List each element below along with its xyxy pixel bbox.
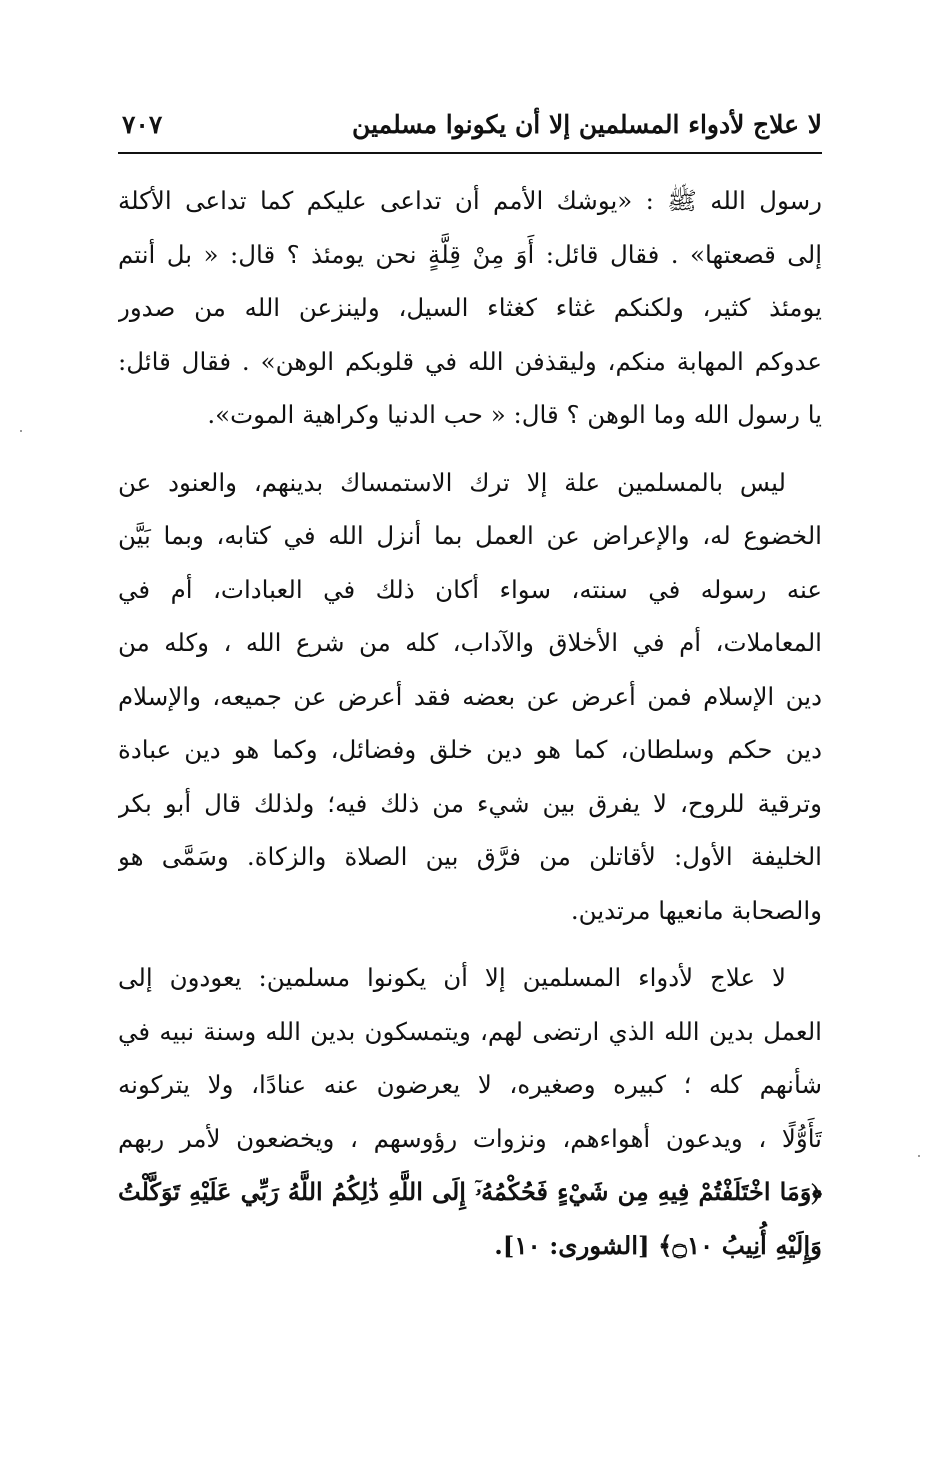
text-line: العمل بدين الله الذي ارتضى لهم، ويتمسكون بدين الله وسنة نبيه في [118,1016,822,1046]
scan-speck [918,1155,920,1157]
text-line: وترقية للروح، لا يفرق بين شيء من ذلك فيه؛ ولذلك قال أبو بكر [118,788,822,818]
text-line: دين حكم وسلطان، كما هو دين خلق وفضائل، وكما هو دين عبادة [118,735,822,764]
text-line: شأنهم كله ؛ كبيره وصغيره، لا يعرضون عنه عنادًا، ولا يتركونه [118,1070,822,1099]
page-number: ٧٠٧ [122,110,163,139]
text-line: ليس بالمسلمين علة إلا ترك الاستمساك بدينهم، والعنود عن [118,467,786,497]
page-header [118,100,822,154]
paragraph-ailment [118,456,822,938]
text-line: والصحابة مانعيها مرتدين. [570,895,822,925]
body-text [118,174,822,1272]
text-line: دين الإسلام فمن أعرض عن بعضه فقد أعرض عن جميعه، والإسلام [118,681,822,711]
text-line: يومئذ كثير، ولكنكم غثاء كغثاء السيل، ولينزعن الله من صدور [118,293,822,322]
paragraph-hadith [118,174,822,442]
text-line: إلى قصعتها» . فقال قائل: أَوَ مِنْ قِلَّةٍ نحن يومئذ ؟ قال: « بل أنتم [118,239,822,269]
quran-verse-line: ﴿وَمَا اخْتَلَفْتُمْ فِيهِ مِن شَيْءٍ فَحُكْمُهُۥٓ إِلَى اللَّهِ ذَٰلِكُمُ اللَّهُ رَبِّي عَلَيْهِ تَوَكَّلْتُ [118,1177,822,1206]
text-line: تَأَوُّلًا ، ويدعون أهواءهم، ونزوات رؤوسهم ، ويخضعون لأمر ربهم [118,1123,822,1153]
text-line: رسول الله ﷺ : «يوشك الأمم أن تداعى عليكم كما تداعى الأكلة [118,186,822,215]
text-line: المعاملات، أم في الأخلاق والآداب، كله من شرع الله ، وكله من [118,628,822,657]
running-title: لا علاج لأدواء المسلمين إلا أن يكونوا مسلمين [352,110,822,139]
paragraph-remedy [118,951,822,1272]
text-line: لا علاج لأدواء المسلمين إلا أن يكونوا مسلمين: يعودون إلى [118,963,786,992]
text-line: عنه رسوله في سنته، سواء أكان ذلك في العبادات، أم في [118,574,822,604]
quran-verse-line: وَإِلَيْهِ أُنِيبُ ۝١٠﴾ [الشورى: ١٠]. [494,1230,822,1260]
scan-speck [20,430,22,432]
text-line: عدوكم المهابة منكم، وليقذفن الله في قلوبكم الوهن» . فقال قائل: [118,346,822,376]
text-line: الخليفة الأول: لأقاتلن من فرَّق بين الصلاة والزكاة. وسَمَّى هو [118,842,822,871]
text-line: الخضوع له، والإعراض عن العمل بما أنزل الله في كتابه، وبما بَيَّن [118,521,822,550]
text-line: يا رسول الله وما الوهن ؟ قال: « حب الدنيا وكراهية الموت». [207,400,822,429]
book-page [118,100,822,1340]
